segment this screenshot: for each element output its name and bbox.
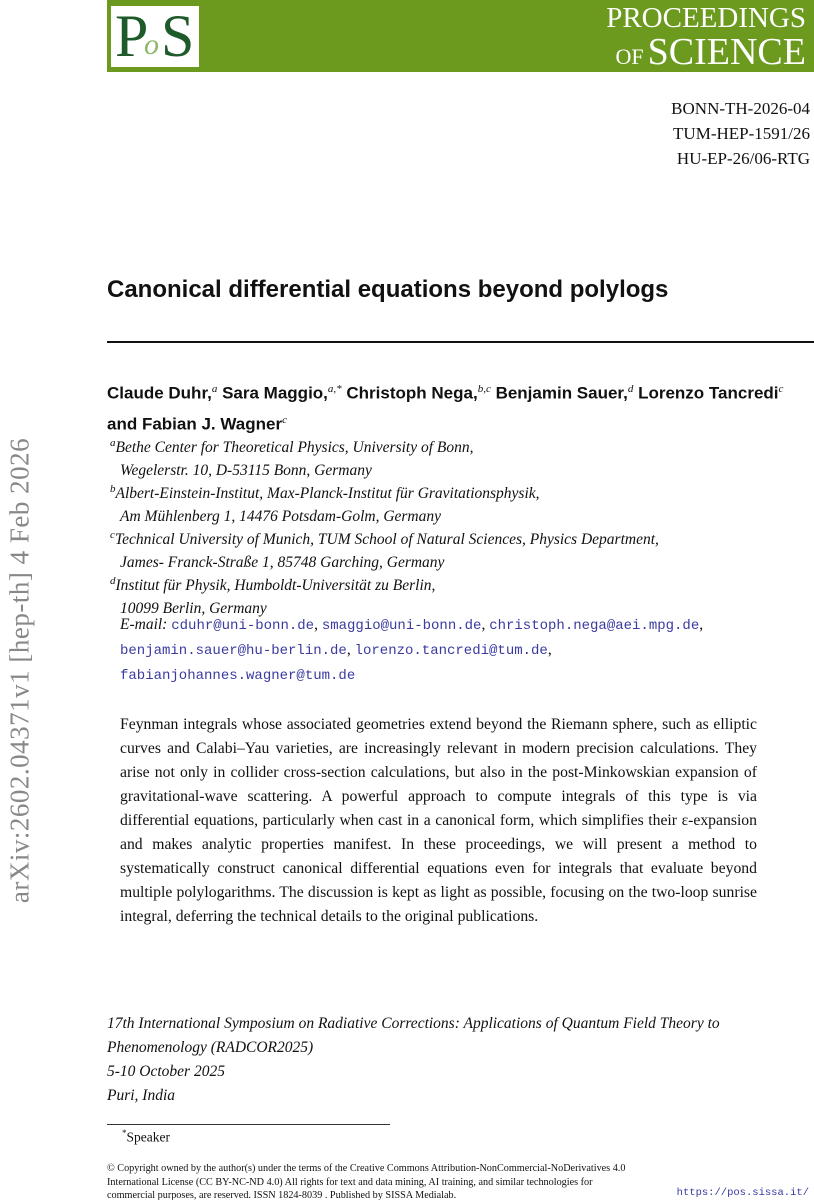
affiliation bbox=[110, 524, 659, 574]
footnote-mark: * bbox=[122, 1128, 127, 1138]
affil-line: Am Mühlenberg 1, 14476 Potsdam-Golm, Germany bbox=[120, 508, 442, 526]
author-name: Lorenzo Tancredi bbox=[638, 383, 779, 403]
logo-letter: o bbox=[144, 28, 159, 61]
footnote-text: Speaker bbox=[126, 1129, 170, 1145]
affil-line: Albert-Einstein-Institut, Max-Planck-Institut für Gravitationsphysik, bbox=[115, 485, 540, 503]
conference-location: Puri, India bbox=[107, 1087, 176, 1104]
conference-name: 17th International Symposium on Radiative Corrections: Applications of Quantum Field Theory to Phenomenology (RADCOR2025) bbox=[107, 1015, 720, 1056]
author-name: Christoph Nega, bbox=[346, 383, 478, 403]
conference-dates: 5-10 October 2025 bbox=[107, 1063, 225, 1080]
affil-line: Technical University of Munich, TUM School of Natural Sciences, Physics Department, bbox=[114, 531, 659, 549]
journal-science: SCIENCE bbox=[647, 31, 806, 73]
affil-mark: a bbox=[110, 437, 116, 449]
arxiv-stamp: arXiv:2602.04371v1 [hep-th] 4 Feb 2026 bbox=[4, 437, 35, 904]
author-affil: d bbox=[627, 383, 634, 395]
report-number: HU-EP-26/06-RTG bbox=[676, 149, 810, 168]
email-link[interactable]: smaggio@uni-bonn.de bbox=[321, 618, 482, 634]
journal-line2 bbox=[606, 33, 806, 71]
email-link[interactable]: cduhr@uni-bonn.de bbox=[171, 618, 315, 634]
author-affil: b,c bbox=[477, 383, 491, 395]
affil-line: 10099 Berlin, Germany bbox=[120, 600, 267, 618]
affil-mark: c bbox=[110, 529, 115, 541]
affiliation bbox=[110, 478, 540, 528]
affil-mark: d bbox=[110, 575, 116, 587]
report-number: BONN-TH-2026-04 bbox=[671, 99, 810, 118]
footnote-rule bbox=[107, 1124, 390, 1125]
conference-info bbox=[107, 1012, 787, 1108]
logo-letter: S bbox=[161, 3, 195, 69]
footnote bbox=[122, 1128, 170, 1146]
email-link[interactable]: benjamin.sauer@hu-berlin.de bbox=[120, 643, 347, 659]
copyright-notice: © Copyright owned by the author(s) under the terms of the Creative Commons Attribution-NonCommercial-NoDerivatives 4.0 International License (CC BY-NC-ND 4.0) All rights for text and data mining, AI training, and similar technologies for commercial purposes, are reserved. ISSN 1824-8039 . Published by SISSA Medialab. bbox=[107, 1163, 626, 1200]
affil-mark: b bbox=[110, 483, 116, 495]
author-name: Claude Duhr, bbox=[107, 383, 212, 403]
affil-line: Wegelerstr. 10, D-53115 Bonn, Germany bbox=[120, 462, 372, 480]
journal-name bbox=[606, 0, 806, 71]
logo-letter: P bbox=[115, 3, 149, 69]
email-label: E-mail: bbox=[120, 616, 168, 633]
author-name: Sara Maggio, bbox=[222, 383, 328, 403]
affil-line: James- Franck-Straße 1, 85748 Garching, Germany bbox=[120, 554, 445, 572]
pos-url-link[interactable]: https://pos.sissa.it/ bbox=[676, 1187, 809, 1199]
author-affil: a bbox=[211, 383, 218, 395]
email-link[interactable]: christoph.nega@aei.mpg.de bbox=[489, 618, 700, 634]
title-rule bbox=[107, 341, 814, 343]
email-block: E-mail: cduhr@uni-bonn.de, smaggio@uni-bonn.de, christoph.nega@aei.mpg.de, benjamin.sauer@hu-berlin.de, lorenzo.tancredi@tum.de, fabianjohannes.wagner@tum.de bbox=[120, 616, 704, 684]
journal-line1: PROCEEDINGS bbox=[606, 2, 806, 34]
author-affil: c bbox=[778, 383, 784, 395]
journal-of: OF bbox=[615, 44, 644, 69]
pos-logo bbox=[111, 3, 199, 69]
affil-line: Institut für Physik, Humboldt-Universität zu Berlin, bbox=[115, 577, 436, 595]
paper-title: Canonical differential equations beyond polylogs bbox=[107, 276, 669, 303]
pos-banner bbox=[107, 0, 814, 72]
abstract: Feynman integrals whose associated geometries extend beyond the Riemann sphere, such as elliptic curves and Calabi–Yau varieties, are increasingly relevant in modern precision calculations. They arise not only in collider cross-section calculations, but also in the post-Minkowskian expansion of gravitational-wave scattering. A powerful approach to compute integrals of this type is via differential equations, particularly when cast in a canonical form, which simplifies their ε-expansion and makes analytic properties manifest. In these proceedings, we will present a method to systematically construct canonical differential equations even for integrals that evaluate beyond multiple polylogarithms. The discussion is kept as light as possible, focusing on the two-loop sunrise integral, deferring the technical details to the original publications. bbox=[120, 716, 757, 925]
email-link[interactable]: fabianjohannes.wagner@tum.de bbox=[120, 668, 356, 684]
author-name: and Fabian J. Wagner bbox=[107, 414, 283, 434]
author-affil: c bbox=[282, 413, 287, 426]
author-name: Benjamin Sauer, bbox=[495, 383, 628, 403]
author-list bbox=[107, 376, 807, 437]
report-number: TUM-HEP-1591/26 bbox=[673, 124, 810, 143]
report-numbers bbox=[671, 96, 810, 171]
affil-line: Bethe Center for Theoretical Physics, University of Bonn, bbox=[115, 439, 474, 457]
affiliation bbox=[110, 432, 474, 482]
email-link[interactable]: lorenzo.tancredi@tum.de bbox=[354, 643, 548, 659]
author-affil: a,* bbox=[327, 383, 342, 395]
